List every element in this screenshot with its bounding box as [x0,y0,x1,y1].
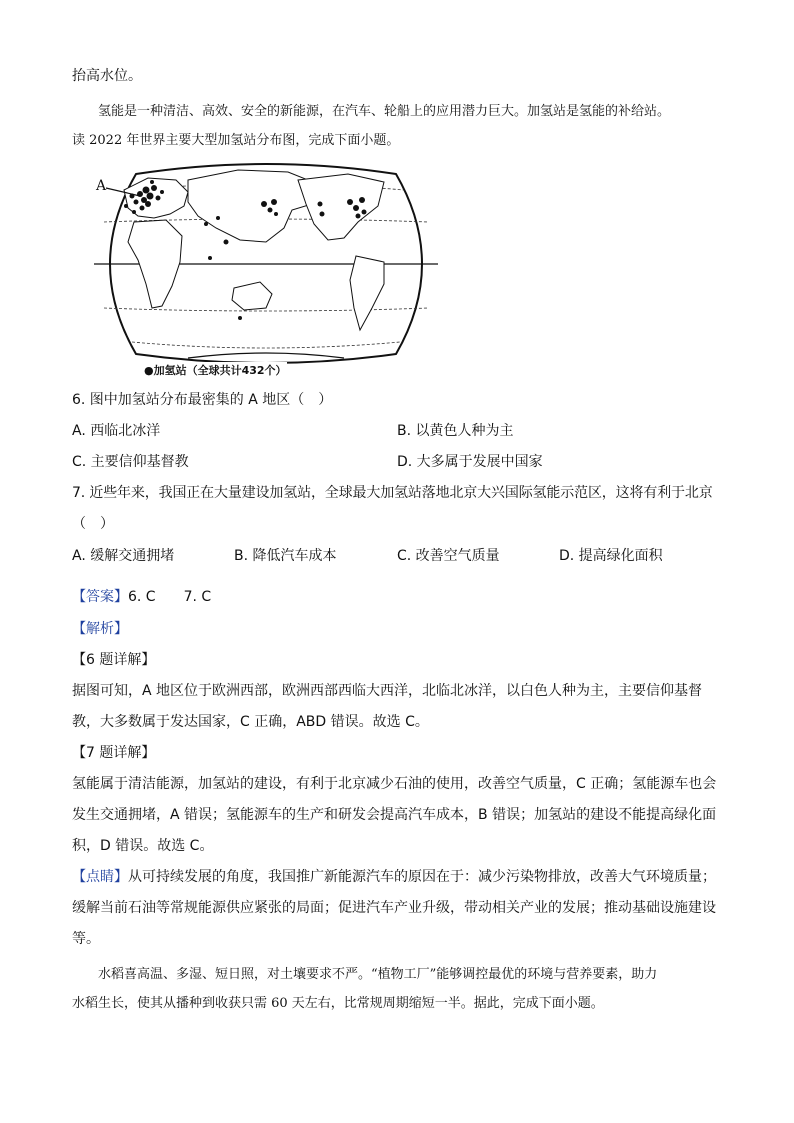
detail7-title: 【7 题详解】 [72,745,156,761]
detail6-para-1: 据图可知，A 地区位于欧洲西部，欧洲西部西临大西洋，北临北冰洋，以白色人种为主，主要信仰基督 [72,683,703,699]
detail7-para-2: 发生交通拥堵，A 错误；氢能源车的生产和研发会提高汽车成本，B 错误；加氢站的建设不能提高绿化面 [72,807,717,823]
q7-option-d[interactable]: D. 提高绿化面积 [559,548,663,564]
world-map-svg [88,158,444,380]
q6-option-b[interactable]: B. 以黄色人种为主 [397,423,514,439]
tip-tag: 【点睛】 [72,869,128,885]
answer-tag: 【答案】 [72,589,128,605]
hydrogen-station-map [88,158,444,380]
q7-option-c[interactable]: C. 改善空气质量 [397,548,500,564]
answer-line [72,587,211,607]
tip-line-1 [72,867,716,887]
answer-text: 6. C 7. C [128,589,212,605]
tip-text-1: 从可持续发展的角度，我国推广新能源汽车的原因在于：减少污染物排放，改善大气环境质量； [128,869,716,885]
detail7-para-1: 氢能属于清洁能源，加氢站的建设，有利于北京减少石油的使用，改善空气质量，C 正确；氢能源车也会 [72,776,717,792]
material-line-2: 读 2022 年世界主要大型加氢站分布图，完成下面小题。 [72,133,400,148]
detail6-para-2: 教，大多数属于发达国家，C 正确，ABD 错误。故选 C。 [72,714,429,730]
q7-paren: （ ） [72,516,114,532]
q6-stem: 6. 图中加氢站分布最密集的 A 地区（ ） [72,392,333,408]
next-material-line-2: 水稻生长，使其从播种到收获只需 60 天左右，比常规周期缩短一半。据此，完成下面小题。 [72,996,604,1011]
q6-option-d[interactable]: D. 大多属于发展中国家 [397,454,543,470]
tip-line-3: 等。 [72,931,100,947]
q6-option-a[interactable]: A. 西临北冰洋 [72,423,161,439]
map-legend: ●加氢站（全球共计432个） [144,364,287,377]
q7-option-b[interactable]: B. 降低汽车成本 [234,548,337,564]
detail6-title: 【6 题详解】 [72,652,156,668]
material-line-1: 氢能是一种清洁、高效、安全的新能源，在汽车、轮船上的应用潜力巨大。加氢站是氢能的补给站。 [98,104,671,119]
q7-stem: 7. 近些年来，我国正在大量建设加氢站，全球最大加氢站落地北京大兴国际氢能示范区，这将有利于北京 [72,485,713,501]
next-material-line-1: 水稻喜高温、多湿、短日照，对土壤要求不严。“植物工厂”能够调控最优的环境与营养要素，助力 [98,967,658,982]
intro-line: 抬高水位。 [72,68,142,84]
detail7-para-3: 积，D 错误。故选 C。 [72,838,214,854]
analysis-tag: 【解析】 [72,621,128,637]
tip-line-2: 缓解当前石油等常规能源供应紧张的局面；促进汽车产业升级，带动相关产业的发展；推动基础设施建设 [72,900,716,916]
map-label-a: A [96,178,107,194]
q6-option-c[interactable]: C. 主要信仰基督教 [72,454,189,470]
q7-option-a[interactable]: A. 缓解交通拥堵 [72,548,175,564]
